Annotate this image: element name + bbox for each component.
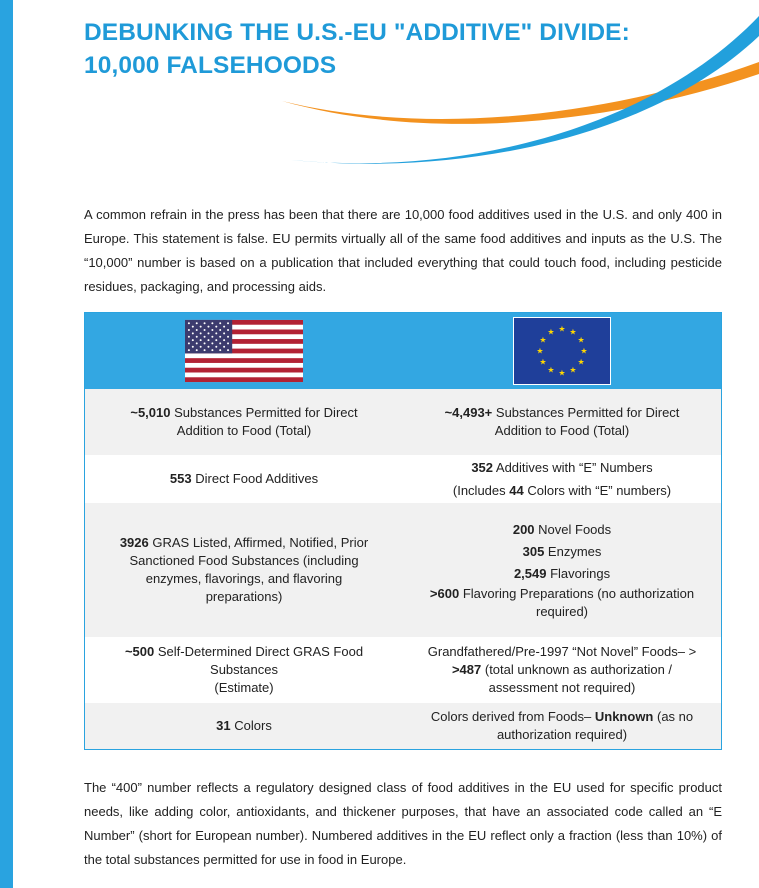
us-cell: 31 Colors: [85, 703, 404, 749]
svg-text:★: ★: [539, 335, 547, 345]
us-cell: 3926 GRAS Listed, Affirmed, Notified, Prior Sanctioned Food Substances (including enzymes, flavorings, and flavoring preparations): [85, 503, 404, 637]
svg-text:★: ★: [577, 357, 585, 367]
svg-text:★: ★: [536, 346, 544, 356]
eu-cell: 200 Novel Foods 305 Enzymes 2,549 Flavorings >600 Flavoring Preparations (no authorization required): [403, 503, 722, 637]
outro-paragraph: The “400” number reflects a regulatory designed class of food additives in the EU used for specific product needs, like adding color, antioxidants, and thickener purposes, that have an associated code called an “E Number” (short for European number). Numbered additives in the EU reflect only a fraction (less than 10%) of the total substances permitted for use in food in Europe.: [84, 780, 722, 867]
table-row: [85, 637, 722, 703]
table-row: [85, 389, 722, 455]
eu-cell: Grandfathered/Pre-1997 “Not Novel” Foods– > >487 (total unknown as authorization / assessment not required): [403, 637, 722, 703]
page-title: [84, 16, 684, 82]
us-cell: ~500 Self-Determined Direct GRAS Food Substances (Estimate): [85, 637, 404, 703]
eu-cell: Colors derived from Foods– Unknown (as no authorization required): [403, 703, 722, 749]
intro-paragraph: A common refrain in the press has been that there are 10,000 food additives used in the U.S. and only 400 in Europe. This statement is false. EU permits virtually all of the same food additives and inputs as the U.S. The “10,000” number is based on a publication that included everything that could touch food, including pesticide residues, packaging, and processing aids.: [84, 207, 722, 294]
svg-text:★: ★: [547, 365, 555, 375]
eu-flag-cell: [403, 313, 722, 390]
eu-cell: 352 Additives with “E” Numbers (Includes 44 Colors with “E” numbers): [403, 455, 722, 503]
svg-text:★: ★: [580, 346, 588, 356]
svg-text:★: ★: [558, 324, 566, 334]
title-line-1: DEBUNKING THE U.S.-EU "ADDITIVE" DIVIDE:: [84, 19, 630, 46]
svg-text:★: ★: [539, 357, 547, 367]
table-row: [85, 455, 722, 503]
svg-text:★: ★: [569, 327, 577, 337]
us-flag-cell: [85, 313, 404, 390]
eu-cell: ~4,493+ Substances Permitted for Direct Addition to Food (Total): [403, 389, 722, 455]
flag-header-row: [85, 313, 722, 390]
svg-text:★: ★: [577, 335, 585, 345]
us-cell: 553 Direct Food Additives: [85, 455, 404, 503]
comparison-table: [84, 312, 722, 750]
svg-text:★: ★: [547, 327, 555, 337]
title-line-2: 10,000 FALSEHOODS: [84, 52, 337, 79]
table-row: [85, 503, 722, 637]
eu-flag-icon: [513, 317, 611, 385]
us-flag-icon: [185, 317, 303, 385]
table-row: [85, 703, 722, 749]
us-cell: ~5,010 Substances Permitted for Direct Addition to Food (Total): [85, 389, 404, 455]
svg-text:★: ★: [558, 368, 566, 378]
svg-text:★: ★: [569, 365, 577, 375]
